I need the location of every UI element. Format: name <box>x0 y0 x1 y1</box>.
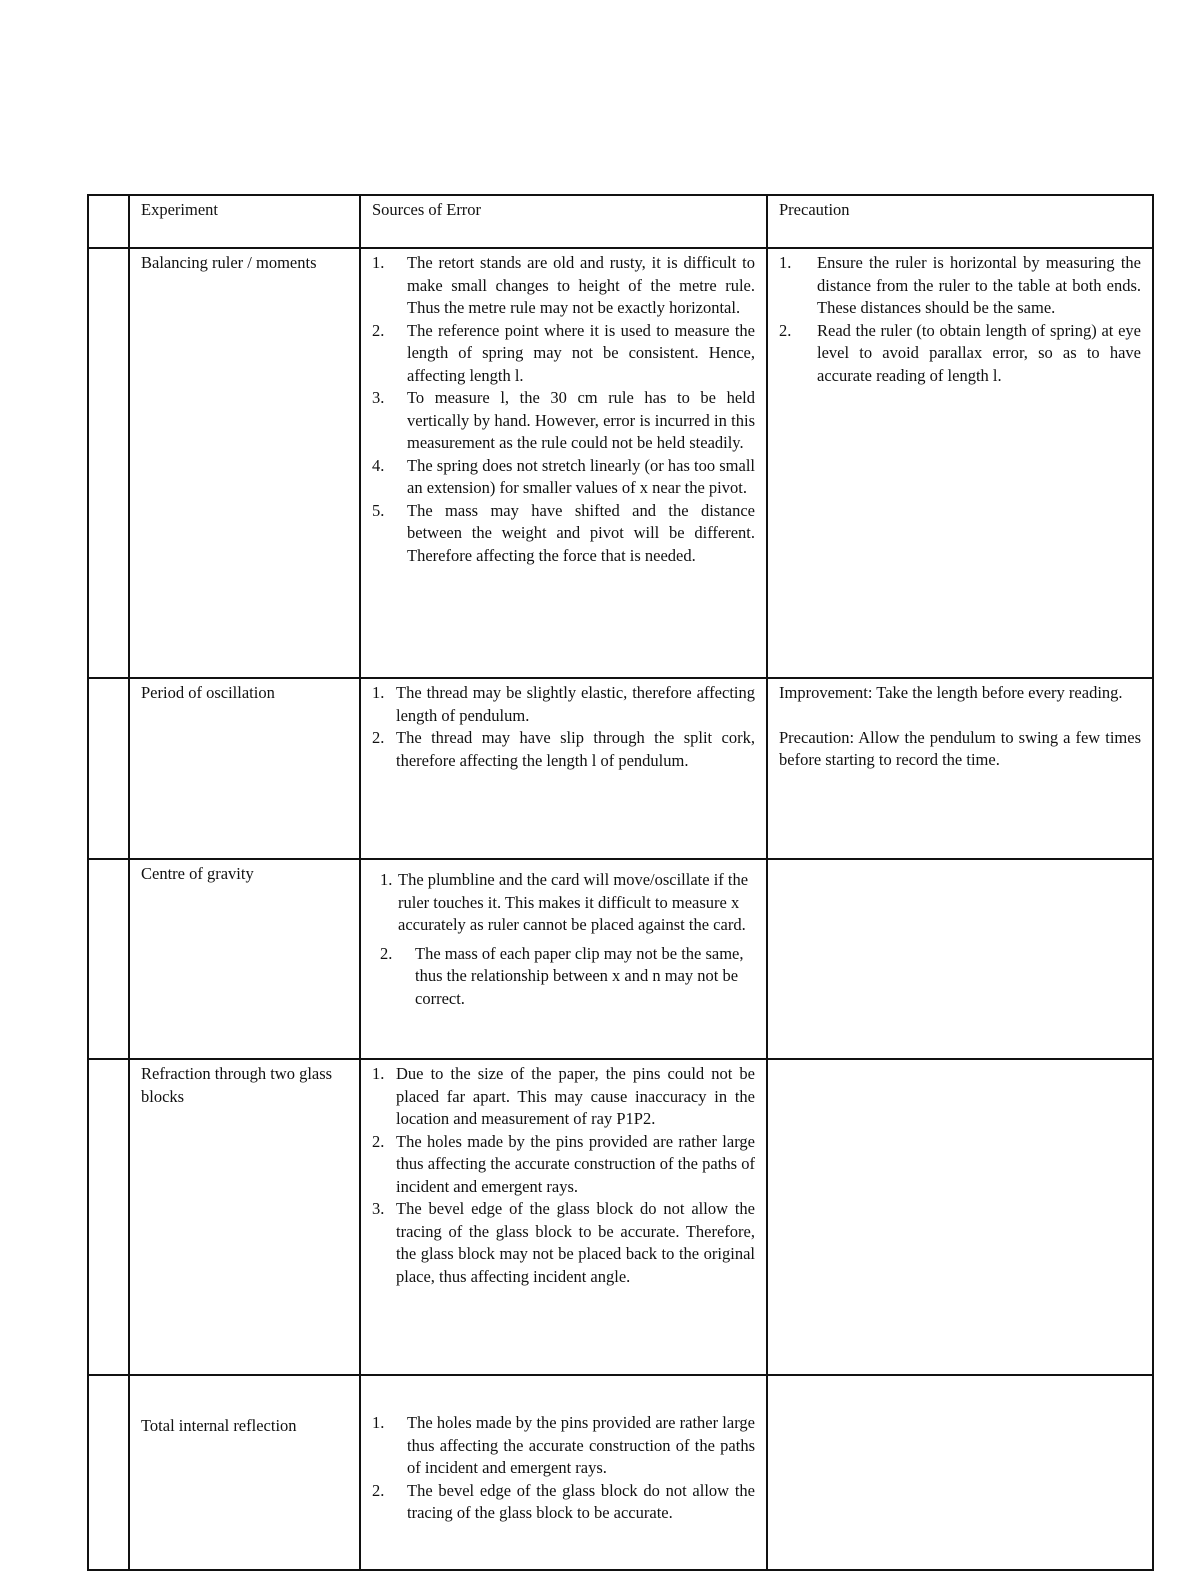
index-cell <box>88 859 129 1059</box>
table-row <box>88 1375 1153 1570</box>
index-cell <box>88 1059 129 1375</box>
list-item: 1. The retort stands are old and rusty, it is difficult to make small changes to height of the metre rule. Thus the metre rule may not be exactly horizontal. <box>372 253 755 317</box>
table-row <box>88 1059 1153 1375</box>
list-item: 2. The holes made by the pins provided are rather large thus affecting the accurate construction of the paths of incident and emergent rays. <box>372 1131 755 1196</box>
precaution-cell <box>767 859 1153 1059</box>
improvement-text: Improvement: Take the length before every reading. <box>779 683 1123 702</box>
list-item: 1. The plumbline and the card will move/oscillate if the ruler touches it. This makes it difficult to measure x accurately as ruler cannot be placed against the card. <box>380 870 749 934</box>
precaution-cell <box>767 1375 1153 1570</box>
list-item: 3. To measure l, the 30 cm rule has to be held vertically by hand. However, error is incurred in this measurement as the rule could not be held steadily. <box>372 388 755 452</box>
table-row <box>88 678 1153 859</box>
table-row <box>88 859 1153 1059</box>
cell-clip <box>372 1412 755 1528</box>
index-cell <box>88 248 129 678</box>
sources-of-error-cell <box>360 859 767 1059</box>
list-item: 2. The thread may have slip through the split cork, therefore affecting the length l of pendulum. <box>372 728 755 770</box>
table-header-row <box>88 195 1153 248</box>
sources-of-error-cell <box>360 678 767 859</box>
precaution-text: Precaution: Allow the pendulum to swing a few times before starting to record the time. <box>779 727 1141 769</box>
list-item: 5. The mass may have shifted and the distance between the weight and pivot will be different. Therefore affecting the force that is needed. <box>372 500 755 565</box>
list-item: 3. The bevel edge of the glass block do not allow the tracing of the glass block to be accurate. Therefore, the glass block may not be placed back to the original place, thus affecting incident angle. <box>372 1199 755 1286</box>
error-list <box>372 863 755 1010</box>
list-item: 2. Read the ruler (to obtain length of spring) at eye level to avoid parallax error, so as to have accurate reading of length l. <box>779 320 1141 385</box>
table-row <box>88 248 1153 678</box>
list-item: 2. The mass of each paper clip may not be the same, thus the relationship between x and n may not be correct. <box>380 943 744 1008</box>
index-cell <box>88 1375 129 1570</box>
error-precaution-table <box>87 194 1154 1571</box>
list-item: 2. The bevel edge of the glass block do not allow the tracing of the glass block to be accurate. <box>372 1480 755 1522</box>
sources-of-error-cell <box>360 248 767 678</box>
sources-of-error-cell <box>360 1375 767 1570</box>
precaution-list <box>779 252 1141 387</box>
error-list <box>372 1412 755 1525</box>
sources-of-error-cell <box>360 1059 767 1375</box>
precaution-header: Precaution <box>767 195 1153 248</box>
error-list <box>372 682 755 772</box>
index-cell <box>88 678 129 859</box>
error-list <box>372 252 755 567</box>
experiment-name: Centre of gravity <box>129 859 360 1059</box>
error-list <box>372 1063 755 1288</box>
list-item: 1. The thread may be slightly elastic, therefore affecting length of pendulum. <box>372 683 755 725</box>
list-item: 1. Due to the size of the paper, the pins could not be placed far apart. This may cause inaccuracy in the location and measurement of ray P1P2. <box>372 1064 755 1128</box>
experiment-header: Experiment <box>129 195 360 248</box>
sources-of-error-header: Sources of Error <box>360 195 767 248</box>
experiment-name: Refraction through two glass blocks <box>129 1059 360 1375</box>
experiment-name: Period of oscillation <box>129 678 360 859</box>
list-item: 1. The holes made by the pins provided are rather large thus affecting the accurate construction of the paths of incident and emergent rays. <box>372 1413 755 1477</box>
experiment-name: Total internal reflection <box>129 1375 360 1570</box>
precaution-cell <box>767 678 1153 859</box>
list-item: 4. The spring does not stretch linearly (or has too small an extension) for smaller values of x near the pivot. <box>372 455 755 497</box>
precaution-cell <box>767 1059 1153 1375</box>
list-item: 1. Ensure the ruler is horizontal by measuring the distance from the ruler to the table at both ends. These distances should be the same. <box>779 253 1141 317</box>
list-item: 2. The reference point where it is used to measure the length of spring may not be consistent. Hence, affecting length l. <box>372 320 755 385</box>
precaution-cell <box>767 248 1153 678</box>
experiment-name: Balancing ruler / moments <box>129 248 360 678</box>
index-header-cell <box>88 195 129 248</box>
